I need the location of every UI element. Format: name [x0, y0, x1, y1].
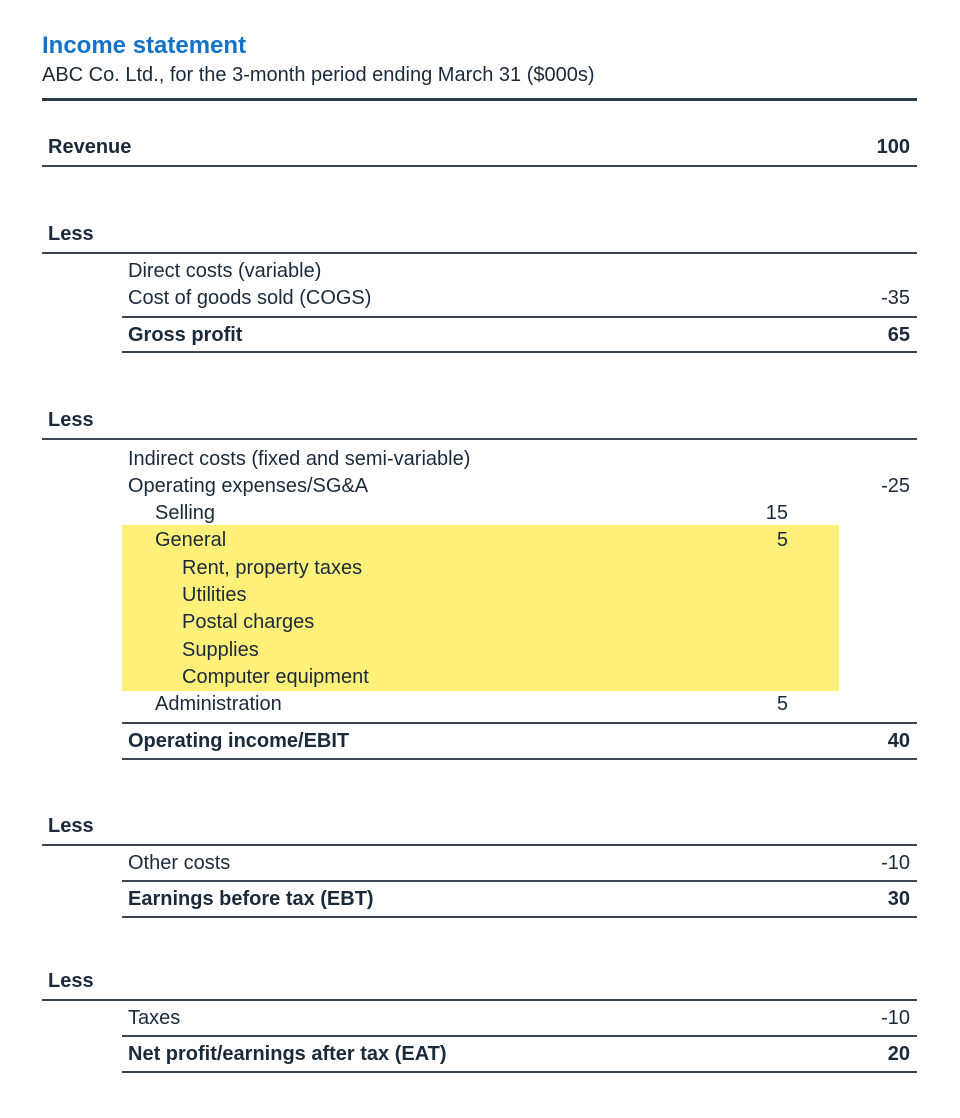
gross-profit-bottom-divider — [122, 351, 917, 353]
gross-profit-value: 65 — [887, 324, 910, 346]
taxes-label: Taxes — [128, 1007, 181, 1029]
cogs-value: -35 — [881, 287, 910, 309]
eat-top-divider — [122, 1035, 917, 1037]
general-value: 5 — [776, 529, 788, 551]
ebt-bottom-divider — [122, 916, 917, 918]
ebit-value: 40 — [887, 730, 910, 752]
ebt-value: 30 — [887, 888, 910, 910]
less-divider-4 — [42, 999, 917, 1001]
less-label-4: Less — [48, 970, 94, 992]
revenue-divider — [42, 165, 917, 167]
revenue-value: 100 — [876, 136, 910, 158]
eat-label: Net profit/earnings after tax (EAT) — [128, 1043, 447, 1065]
selling-label: Selling — [155, 502, 216, 524]
general-item: Rent, property taxes — [182, 557, 363, 579]
eat-value: 20 — [887, 1043, 910, 1065]
taxes-value: -10 — [881, 1007, 910, 1029]
less-divider-3 — [42, 844, 917, 846]
opex-label: Operating expenses/SG&A — [128, 475, 369, 497]
general-item: Supplies — [182, 639, 259, 661]
ebit-bottom-divider — [122, 758, 917, 760]
administration-label: Administration — [155, 693, 282, 715]
less-divider-2 — [42, 438, 917, 440]
general-item: Utilities — [182, 584, 247, 606]
general-item: Computer equipment — [182, 666, 369, 688]
cogs-label: Cost of goods sold (COGS) — [128, 287, 372, 309]
opex-value: -25 — [881, 475, 910, 497]
selling-value: 15 — [765, 502, 788, 524]
less-label-2: Less — [48, 409, 94, 431]
gross-profit-label: Gross profit — [128, 324, 243, 346]
ebt-label: Earnings before tax (EBT) — [128, 888, 374, 910]
other-costs-value: -10 — [881, 852, 910, 874]
administration-value: 5 — [776, 693, 788, 715]
less-label-3: Less — [48, 815, 94, 837]
general-item: Postal charges — [182, 611, 315, 633]
revenue-label: Revenue — [48, 136, 132, 158]
less-label-1: Less — [48, 223, 94, 245]
other-costs-label: Other costs — [128, 852, 231, 874]
eat-bottom-divider — [122, 1071, 917, 1073]
direct-costs-label: Direct costs (variable) — [128, 260, 322, 282]
page-subtitle: ABC Co. Ltd., for the 3-month period ending March 31 ($000s) — [42, 64, 595, 86]
ebt-top-divider — [122, 880, 917, 882]
indirect-costs-label: Indirect costs (fixed and semi-variable) — [128, 448, 471, 470]
ebit-top-divider — [122, 722, 917, 724]
general-label: General — [155, 529, 227, 551]
gross-profit-top-divider — [122, 316, 917, 318]
ebit-label: Operating income/EBIT — [128, 730, 350, 752]
page-title: Income statement — [42, 32, 247, 59]
less-divider-1 — [42, 252, 917, 254]
header-divider — [42, 98, 917, 101]
